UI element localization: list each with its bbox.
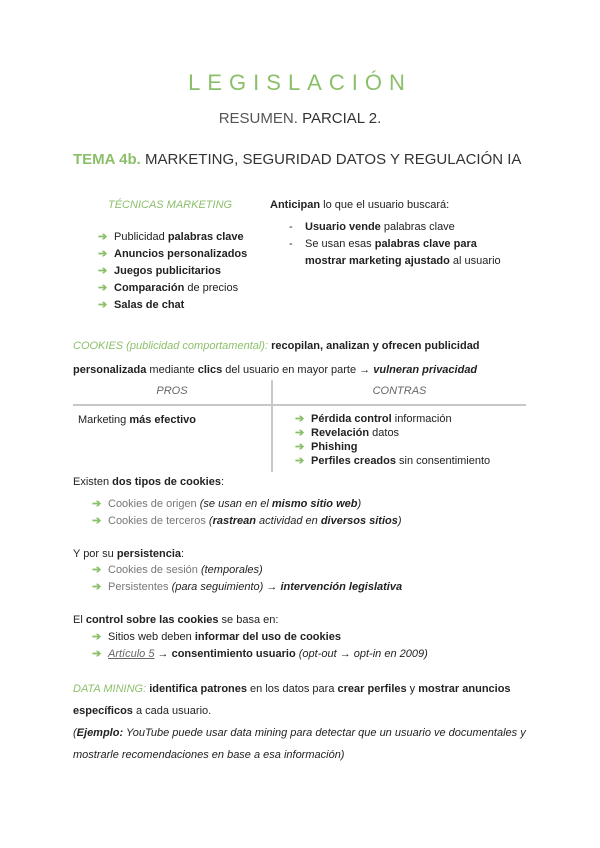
arrow-icon: ➔	[92, 515, 102, 527]
list-item: ➔ Comparación de precios	[98, 280, 247, 297]
anticipan-line: Anticipan lo que el usuario buscará:	[270, 199, 450, 211]
document-subtitle	[0, 110, 600, 127]
pros-cell: Marketing más efectivo	[78, 414, 197, 426]
arrow-icon: ➔	[98, 248, 108, 260]
persistencia-intro: Y por su persistencia:	[73, 548, 185, 560]
arrow-icon: ➔	[295, 427, 305, 439]
persistencia-list	[92, 562, 402, 596]
tipos-intro: Existen dos tipos de cookies:	[73, 476, 225, 488]
list-item: ➔ Anuncios personalizados	[98, 246, 247, 263]
arrow-right-icon: →	[154, 648, 172, 660]
arrow-icon: ➔	[98, 265, 108, 277]
articulo-5-link[interactable]: Artículo 5	[108, 648, 155, 660]
arrow-icon: ➔	[98, 299, 108, 311]
list-item: ➔ Perfiles creados sin consentimiento	[295, 455, 491, 467]
datamining-label: DATA MINING:	[73, 683, 147, 695]
pros-header: PROS	[156, 385, 188, 397]
datamining-paragraph: DATA MINING: identifica patrones en los datos para crear perfiles y mostrar anuncios específicos a cada usuario. (Ejemplo: YouTube puede usar data mining para detectar que un usuario ve documentales y mostrarle recomendaciones en base a esa información)	[73, 683, 526, 761]
list-item: ➔ Cookies de origen (se usan en el mismo sitio web)	[92, 496, 402, 513]
cookies-paragraph: COOKIES (publicidad comportamental): recopilan, analizan y ofrecen publicidad personalizada mediante clics del usuario en mayor parte → vulneran privacidad	[73, 340, 480, 376]
list-item: ➔ Pérdida control información	[295, 413, 452, 425]
list-item: ➔ Persistentes (para seguimiento) → intervención legislativa	[92, 579, 402, 596]
anticipan-list	[287, 219, 501, 270]
arrow-icon: ➔	[92, 564, 102, 576]
control-list	[92, 629, 428, 663]
list-item: ➔ Cookies de terceros (rastrean actividad en diversos sitios)	[92, 513, 402, 530]
list-item: - Usuario vende palabras clave	[289, 221, 455, 233]
subtitle-parcial: PARCIAL 2.	[302, 110, 382, 127]
control-intro: El control sobre las cookies se basa en:	[73, 614, 279, 626]
list-item: ➔ Salas de chat	[98, 297, 247, 314]
tema-code: TEMA 4b.	[73, 151, 141, 168]
arrow-icon: ➔	[92, 581, 102, 593]
tema-text: MARKETING, SEGURIDAD DATOS Y REGULACIÓN IA	[144, 151, 522, 168]
arrow-icon: ➔	[98, 231, 108, 243]
list-item: ➔ Revelación datos	[295, 427, 400, 439]
arrow-icon: ➔	[98, 282, 108, 294]
table-column-divider	[271, 380, 273, 472]
arrow-icon: ➔	[92, 648, 102, 660]
tipos-list	[92, 496, 402, 530]
tecnicas-heading: TÉCNICAS MARKETING	[108, 199, 233, 211]
cookies-label: COOKIES (publicidad comportamental):	[73, 340, 269, 352]
table-divider	[73, 404, 526, 406]
list-item-continuation: mostrar marketing ajustado al usuario	[305, 255, 501, 267]
arrow-icon: ➔	[92, 631, 102, 643]
contras-list	[295, 412, 490, 468]
arrow-icon: ➔	[295, 441, 305, 453]
section-heading	[73, 151, 521, 168]
list-item: - Se usan esas palabras clave para	[289, 238, 477, 250]
pros-contras-table	[73, 380, 526, 472]
contras-header: CONTRAS	[372, 385, 427, 397]
arrow-icon: ➔	[92, 498, 102, 510]
list-item: ➔ Artículo 5 → consentimiento usuario (opt-out → opt-in en 2009)	[92, 646, 428, 663]
list-item: ➔ Cookies de sesión (temporales)	[92, 562, 402, 579]
arrow-icon: ➔	[295, 413, 305, 425]
list-item: ➔ Phishing	[295, 441, 358, 453]
tecnicas-list	[98, 229, 247, 314]
arrow-right-icon: →	[263, 581, 281, 593]
list-item: ➔ Sitios web deben informar del uso de cookies	[92, 629, 428, 646]
subtitle-resumen: RESUMEN.	[218, 110, 298, 127]
arrow-right-icon: →	[359, 364, 371, 376]
list-item: ➔ Publicidad palabras clave	[98, 229, 247, 246]
arrow-icon: ➔	[295, 455, 305, 467]
list-item: ➔ Juegos publicitarios	[98, 263, 247, 280]
document-title: LEGISLACIÓN	[188, 70, 412, 95]
